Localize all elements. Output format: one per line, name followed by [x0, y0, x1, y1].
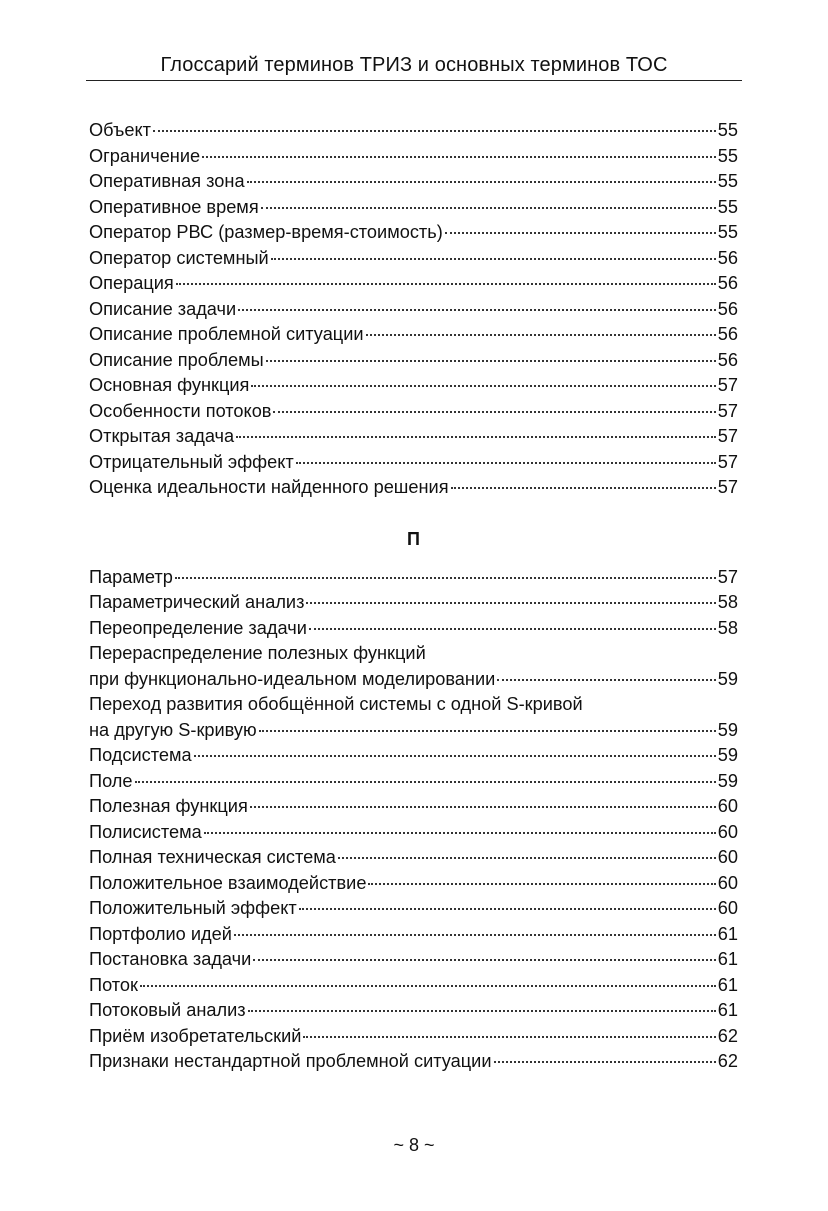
toc-entry-first-line: Перераспределение полезных функций — [89, 643, 426, 663]
toc-entry — [89, 973, 738, 999]
toc-entry — [89, 667, 738, 693]
toc-entry-title: Параметрический анализ — [89, 592, 305, 612]
toc-entry-title: Признаки нестандартной проблемной ситуации — [89, 1051, 492, 1071]
toc-entry-page: 61 — [717, 1000, 738, 1020]
toc-entry — [89, 169, 738, 195]
toc-entry — [89, 718, 738, 744]
toc-entry — [89, 246, 738, 272]
toc-entry-page: 55 — [717, 171, 738, 191]
toc-entry-page: 59 — [717, 745, 738, 765]
toc-entry — [89, 896, 738, 922]
toc-entry-page: 56 — [717, 247, 738, 268]
toc-entry-page: 59 — [717, 668, 738, 689]
toc-entry — [89, 845, 738, 871]
toc-entry-title: Оценка идеальности найденного решения — [89, 477, 449, 497]
page-number: ~ 8 ~ — [393, 1135, 435, 1155]
toc-entry-title: Потоковый анализ — [89, 1000, 246, 1020]
toc-entry-page: 59 — [717, 770, 738, 791]
toc-dot-leader — [153, 128, 716, 132]
toc-entry — [89, 947, 738, 973]
toc-entry-title: Основная функция — [89, 375, 250, 395]
toc-dot-leader — [309, 626, 716, 630]
toc-entry-page: 57 — [717, 477, 738, 497]
toc-dot-leader — [194, 753, 716, 757]
toc-entry-page: 60 — [717, 872, 738, 893]
toc-entry — [89, 399, 738, 425]
toc-dot-leader — [234, 932, 716, 936]
toc-entry-page: 59 — [717, 719, 738, 740]
toc-entry-page: 56 — [717, 324, 738, 344]
toc-entry-title: Подсистема — [89, 745, 192, 765]
toc-entry-title: Отрицательный эффект — [89, 451, 294, 472]
toc-entry — [89, 450, 738, 476]
toc-dot-leader — [273, 409, 715, 413]
toc-entry-page: 62 — [717, 1025, 738, 1046]
running-header — [86, 52, 742, 81]
toc-entry-page: 56 — [717, 298, 738, 319]
toc-dot-leader — [266, 358, 716, 362]
toc-dot-leader — [271, 256, 716, 260]
toc-entry-page: 60 — [717, 821, 738, 842]
toc-entry — [89, 922, 738, 948]
toc-entry-page: 57 — [717, 400, 738, 421]
toc-entry — [89, 118, 738, 144]
toc-entry-page: 55 — [717, 120, 738, 140]
toc-dot-leader — [248, 1008, 716, 1012]
toc-entry-page: 56 — [717, 273, 738, 293]
toc-entry — [89, 1024, 738, 1050]
toc-dot-leader — [296, 460, 716, 464]
toc-entry-page: 61 — [717, 974, 738, 995]
toc-entry — [89, 743, 738, 769]
toc-entry-title: Переопределение задачи — [89, 617, 307, 638]
toc-entry-page: 61 — [717, 923, 738, 944]
toc-entry-title: Полисистема — [89, 821, 202, 842]
toc-entry — [89, 297, 738, 323]
toc-entry — [89, 348, 738, 374]
toc-entry-title: при функционально-идеальном моделировании — [89, 668, 496, 689]
toc-dot-leader — [236, 434, 716, 438]
toc-dot-leader — [497, 677, 715, 681]
toc-dot-leader — [176, 281, 716, 285]
toc-entry-page: 61 — [717, 949, 738, 969]
toc-entry — [89, 998, 738, 1024]
toc-dot-leader — [451, 485, 716, 489]
toc-entry-title: Поток — [89, 974, 138, 995]
toc-entry-page: 57 — [717, 451, 738, 472]
toc-entry-title: Описание проблемной ситуации — [89, 324, 364, 344]
header-title: Глоссарий терминов ТРИЗ и основных терминов ТОС — [160, 54, 668, 76]
toc-entry-page: 62 — [717, 1051, 738, 1071]
toc-entry-page: 57 — [717, 375, 738, 395]
toc-dot-leader — [261, 205, 716, 209]
toc-entry-title: Открытая задача — [89, 426, 235, 446]
toc-entry-title: Положительное взаимодействие — [89, 872, 367, 893]
toc-entry-first-line: Переход развития обобщённой системы с одной S-кривой — [89, 694, 583, 714]
toc-dot-leader — [202, 154, 716, 158]
toc-entry-page: 58 — [717, 592, 738, 612]
toc-group-p — [89, 565, 738, 1075]
toc-entry — [89, 195, 738, 221]
toc-entry — [89, 769, 738, 795]
toc-entry-page: 58 — [717, 617, 738, 638]
toc-entry-page: 55 — [717, 222, 738, 242]
toc-entry — [89, 590, 738, 616]
toc-dot-leader — [445, 230, 716, 234]
toc-entry-title: Описание задачи — [89, 298, 237, 319]
toc-entry-page: 55 — [717, 196, 738, 217]
toc-entry-page: 57 — [717, 566, 738, 587]
toc-entry-title: Полезная функция — [89, 796, 248, 816]
toc-entry — [89, 871, 738, 897]
toc-entry-title: Оперативная зона — [89, 171, 245, 191]
toc-dot-leader — [251, 383, 715, 387]
toc-entry-title: Поле — [89, 770, 133, 791]
toc-entry — [89, 1049, 738, 1075]
toc-dot-leader — [253, 957, 715, 961]
toc-entry-title: Операция — [89, 273, 174, 293]
toc-entry — [89, 220, 738, 246]
toc-entry-page: 60 — [717, 796, 738, 816]
toc-dot-leader — [140, 983, 716, 987]
toc-dot-leader — [247, 179, 716, 183]
toc-entry-title: Оператор системный — [89, 247, 269, 268]
toc-entry-title: Полная техническая система — [89, 847, 336, 867]
toc-entry-title: Приём изобретательский — [89, 1025, 302, 1046]
toc-entry-title: Описание проблемы — [89, 349, 264, 370]
toc-dot-leader — [204, 830, 716, 834]
toc-entry-title: Параметр — [89, 566, 173, 587]
toc-entry — [89, 322, 738, 348]
toc-dot-leader — [250, 804, 716, 808]
toc-entry — [89, 565, 738, 591]
toc-entry-title: Оператор РВС (размер-время-стоимость) — [89, 222, 443, 242]
toc-entry — [89, 794, 738, 820]
toc-entry-title: Особенности потоков — [89, 400, 272, 421]
toc-entry — [89, 616, 738, 642]
toc-entry — [89, 144, 738, 170]
toc-entry-title: Постановка задачи — [89, 949, 252, 969]
toc-group-o — [89, 118, 738, 501]
toc-dot-leader — [135, 779, 716, 783]
toc-entry-title: на другую S-кривую — [89, 719, 257, 740]
toc-entry — [89, 424, 738, 450]
toc-entry-title: Положительный эффект — [89, 898, 297, 918]
toc-entry — [89, 271, 738, 297]
toc-dot-leader — [303, 1034, 715, 1038]
toc-dot-leader — [299, 906, 716, 910]
toc-entry — [89, 820, 738, 846]
toc-entry-page: 60 — [717, 847, 738, 867]
toc-entry-title: Объект — [89, 120, 151, 140]
section-letter-p: П — [407, 528, 420, 549]
page-footer — [0, 1134, 828, 1156]
toc-entry-title: Ограничение — [89, 145, 201, 166]
toc-entry-title: Портфолио идей — [89, 923, 232, 944]
toc-dot-leader — [368, 881, 715, 885]
toc-entry — [89, 475, 738, 501]
toc-dot-leader — [338, 855, 716, 859]
table-of-contents — [89, 118, 738, 1075]
toc-dot-leader — [175, 575, 716, 579]
toc-dot-leader — [494, 1059, 716, 1063]
toc-dot-leader — [366, 332, 716, 336]
toc-entry-page: 57 — [717, 426, 738, 446]
toc-dot-leader — [238, 307, 716, 311]
toc-entry-page: 56 — [717, 349, 738, 370]
toc-entry-title: Оперативное время — [89, 196, 259, 217]
toc-entry — [89, 373, 738, 399]
toc-entry-page: 60 — [717, 898, 738, 918]
toc-entry-page: 55 — [717, 145, 738, 166]
toc-dot-leader — [306, 600, 715, 604]
toc-dot-leader — [259, 728, 716, 732]
